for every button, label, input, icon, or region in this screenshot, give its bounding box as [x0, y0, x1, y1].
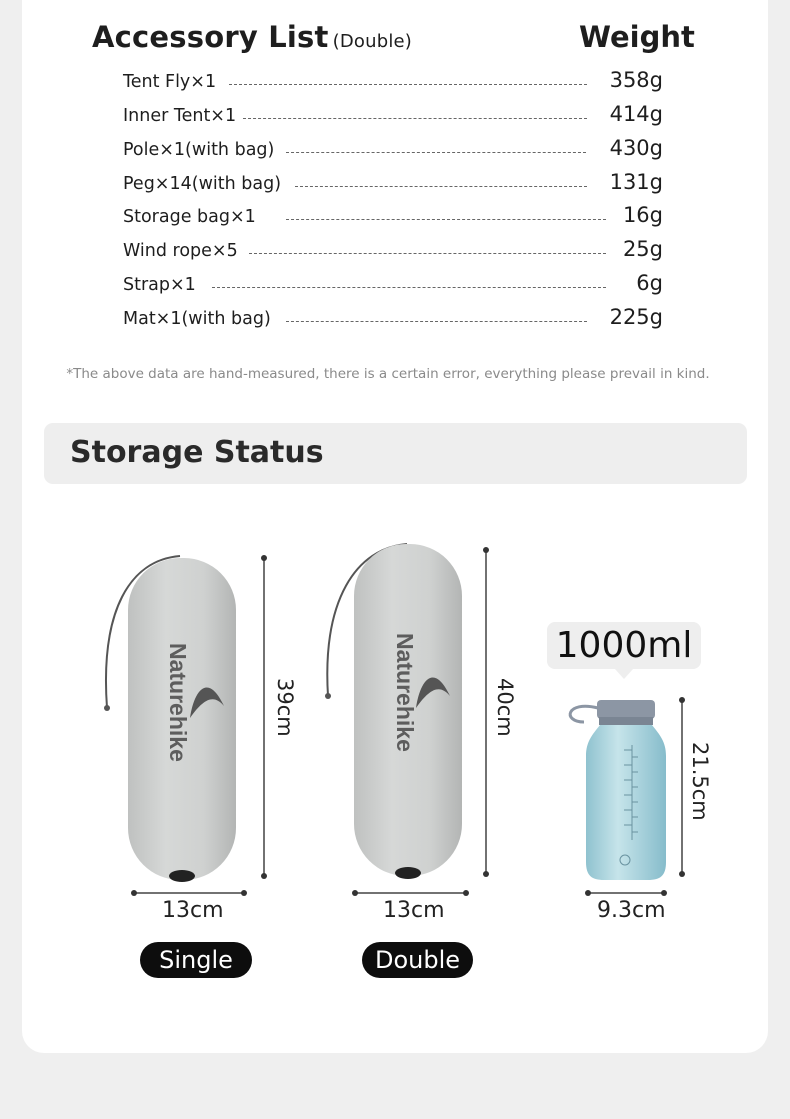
bottle-cap [597, 700, 655, 719]
bottle-body [586, 725, 666, 880]
item-name: Storage bag×1 [123, 207, 256, 227]
single-height-label: 39cm [273, 678, 297, 737]
item-name: Peg×14(with bag) [123, 174, 282, 194]
bottle-cap-ring [599, 717, 653, 725]
storage-status-title: Storage Status [70, 435, 324, 470]
double-bag [325, 544, 462, 879]
bottle-height-dimension [679, 697, 685, 877]
bag-toggle [169, 870, 195, 882]
item-weight: 225g [609, 305, 663, 329]
double-width-dimension [352, 890, 469, 896]
bottle-width-dimension [585, 890, 667, 896]
item-weight: 6g [636, 271, 663, 295]
item-name: Tent Fly×1 [123, 72, 217, 92]
accessory-list-subtitle: (Double) [332, 31, 413, 52]
item-name: Mat×1(with bag) [123, 309, 271, 329]
single-height-dimension [261, 555, 267, 879]
cord-end [104, 705, 110, 711]
weight-column-header: Weight [579, 20, 695, 54]
measurement-note: *The above data are hand-measured, there is a certain error, everything please prevail in kind. [66, 366, 710, 382]
item-weight: 414g [609, 102, 663, 126]
item-name: Pole×1(with bag) [123, 140, 275, 160]
bottle-volume-bubble: 1000ml [547, 622, 701, 669]
item-weight: 131g [609, 170, 663, 194]
brand-text: Naturehike [165, 643, 191, 762]
item-name: Wind rope×5 [123, 241, 238, 261]
bag-toggle [395, 867, 421, 879]
item-name: Inner Tent×1 [123, 106, 237, 126]
double-width-label: 13cm [383, 898, 445, 923]
item-weight: 16g [622, 203, 663, 227]
double-height-label: 40cm [493, 678, 517, 737]
item-weight: 25g [622, 237, 663, 261]
single-bag [104, 556, 236, 882]
bottle-width-label: 9.3cm [597, 898, 666, 923]
bottle-height-label: 21.5cm [688, 742, 712, 821]
single-width-dimension [131, 890, 247, 896]
accessory-list-title-text: Accessory List [92, 20, 329, 54]
cord-end [325, 693, 331, 699]
double-height-dimension [483, 547, 489, 877]
water-bottle [570, 700, 666, 880]
brand-text: Naturehike [392, 633, 418, 752]
bottle-loop [570, 706, 598, 722]
single-width-label: 13cm [162, 898, 224, 923]
double-badge: Double [362, 942, 473, 978]
item-weight: 358g [609, 68, 663, 92]
item-name: Strap×1 [123, 275, 196, 295]
single-badge: Single [140, 942, 252, 978]
item-weight: 430g [609, 136, 663, 160]
